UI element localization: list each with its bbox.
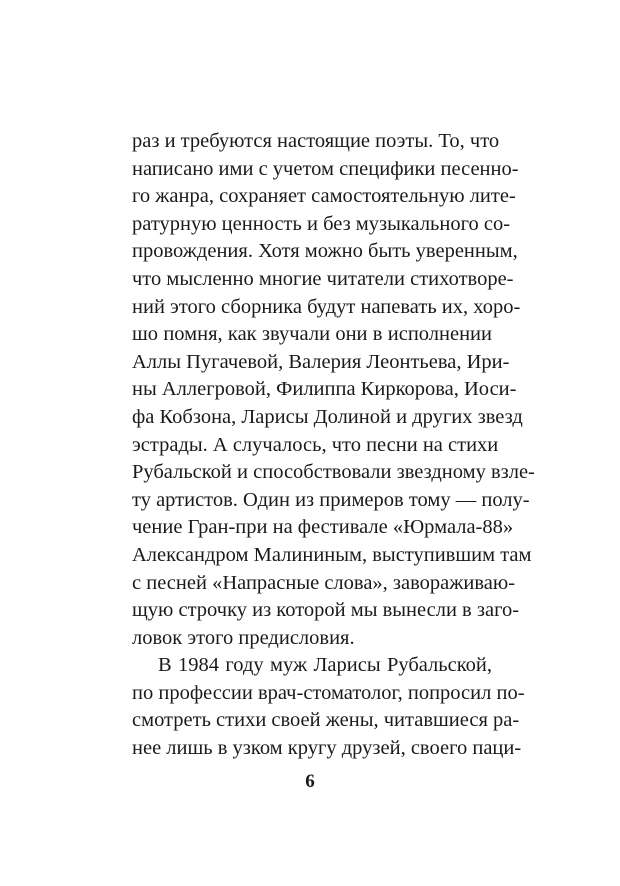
text-line: что мысленно многие читатели стихотворе- [132, 267, 514, 290]
text-line: ратурную ценность и без музыкального со- [132, 212, 511, 235]
text-line: Рубальской и способствовали звездному взле- [132, 461, 535, 484]
text-line: Александром Малининым, выступившим там [132, 543, 532, 566]
text-line: чение Гран-при на фестивале «Юрмала-88» [132, 516, 514, 539]
text-line: фа Кобзона, Ларисы Долиной и других звезд [132, 405, 523, 428]
page-number: 6 [305, 771, 315, 792]
text-line: смотреть стихи своей жены, читавшиеся ра- [132, 709, 520, 732]
text-line: ны Аллегровой, Филиппа Киркорова, Иоси- [132, 378, 517, 401]
text-line: эстрады. А случалось, что песни на стихи [132, 433, 499, 456]
page-body [132, 128, 535, 763]
paragraph-first-line: В 1984 году муж Ларисы Рубальской, [158, 654, 492, 677]
text-line: шо помня, как звучали они в исполнении [132, 323, 492, 346]
text-line: написано ими с учетом специфики песенно- [132, 157, 519, 180]
text-line: щую строчку из которой мы вынесли в заго- [132, 599, 520, 622]
text-line: ту артистов. Один из примеров тому — полу- [132, 488, 530, 511]
text-line: по профессии врач-стоматолог, попросил по- [132, 681, 525, 704]
text-line: нее лишь в узком кругу друзей, своего паци- [132, 737, 522, 760]
text-line: провождения. Хотя можно быть уверенным, [132, 240, 518, 263]
text-line: го жанра, сохраняет самостоятельную лите- [132, 185, 516, 208]
text-line: с песней «Напрасные слова», завораживаю- [132, 571, 516, 594]
text-line: Аллы Пугачевой, Валерия Леонтьева, Ири- [132, 350, 510, 373]
paragraph-end-line: ловок этого предисловия. [132, 626, 355, 649]
text-line: ний этого сборника будут напевать их, хоро- [132, 295, 521, 318]
text-line: раз и требуются настоящие поэты. То, что [132, 130, 500, 152]
